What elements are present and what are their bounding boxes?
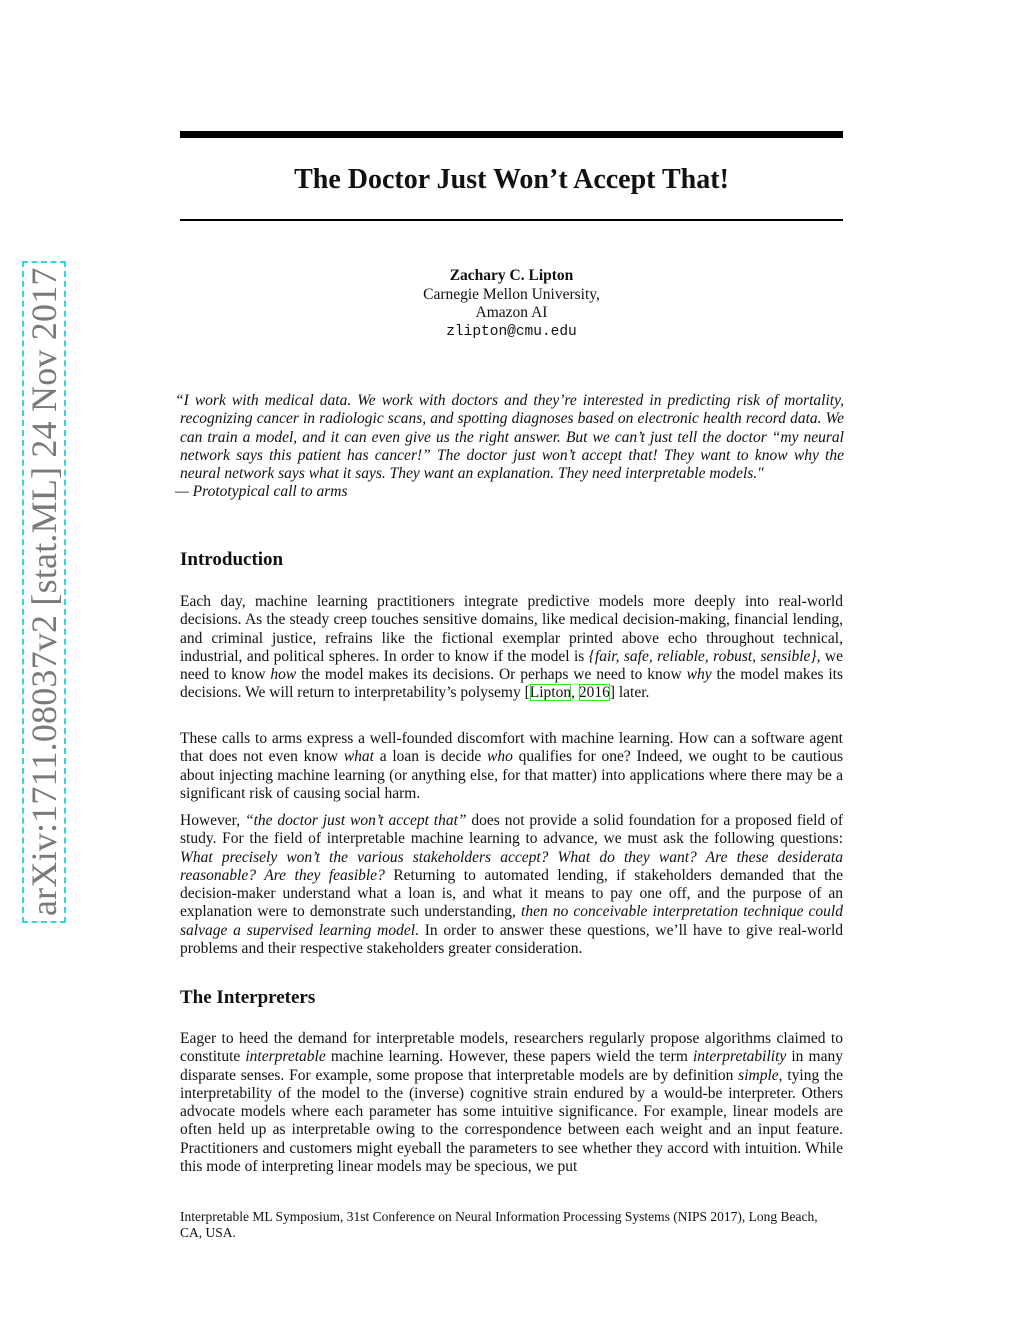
author-affiliation-2: Amazon AI bbox=[475, 304, 548, 321]
emphasis: why bbox=[686, 666, 712, 684]
text-run: the model makes its decisions. Or perhaps we need to know bbox=[296, 666, 687, 684]
text-run: These calls to arms express a well-founded discomfort with machine learning. How can a software agent that does not even know bbox=[180, 730, 843, 766]
citation-link-author[interactable]: Lipton bbox=[529, 684, 572, 702]
text-run: However, bbox=[180, 812, 245, 829]
text-run: , we need to know bbox=[180, 647, 843, 684]
author-block bbox=[180, 267, 843, 341]
epigraph-text: “I work with medical data. We work with doctors and they’re interested in predicting risk of mortality, recognizing cancer in radiologic scans, and spotting diagnoses based on electronic health record data. We can train a model, and it can even give us the right answer. But we can’t just tell the doctor “my neural network says this patient has cancer!” The doctor just won’t accept that! They want to know why the neural network says what it says. They want an explanation. They need interpretable models." bbox=[175, 392, 844, 483]
author-affiliation-1: Carnegie Mellon University, bbox=[423, 285, 600, 303]
epigraph-attribution: — Prototypical call to arms bbox=[175, 483, 348, 501]
emphasis: What precisely won’t the various stakeholders accept? What do they want? Are these desiderata reasonable? Are they feasible? bbox=[180, 848, 843, 884]
text-run: ] later. bbox=[609, 684, 650, 702]
intro-paragraph-3 bbox=[180, 812, 843, 958]
text-run: Eager to heed the demand for interpretable models, researchers regularly propose algorithms claimed to constitute bbox=[180, 1030, 843, 1066]
text-run: , bbox=[571, 684, 579, 702]
author-name: Zachary C. Lipton bbox=[449, 267, 574, 284]
interpreters-paragraph-1 bbox=[180, 1030, 843, 1176]
citation-link-year[interactable]: 2016 bbox=[578, 684, 610, 702]
section-heading-introduction: Introduction bbox=[180, 549, 284, 570]
text-run: Each day, machine learning practitioners integrate predictive models more deeply into real-world decisions. As the steady creep touches sensitive domains, like medical decision-making, financial lending, and criminal justice, refrains like the fictional exemplar printed above echo throughout technical, industrial, and political spheres. In order to know if the model is bbox=[180, 593, 843, 665]
text-run: machine learning. However, these papers wield the term bbox=[325, 1048, 693, 1066]
emphasis: {fair, safe, reliable, robust, sensible} bbox=[588, 647, 817, 665]
text-run: in many disparate senses. For example, some propose that interpretable models are by definition bbox=[180, 1048, 843, 1084]
text-run: the model makes its decisions. We will return to interpretability’s polysemy [ bbox=[180, 666, 843, 702]
text-run: does not provide a solid foundation for a proposed field of study. For the field of interpretable machine learning to advance, we must ask the following questions: bbox=[180, 812, 844, 848]
emphasis: “the doctor just won’t accept that” bbox=[244, 812, 467, 829]
title-top-rule bbox=[180, 131, 843, 138]
arxiv-identifier[interactable]: arXiv:1711.08037v2 [stat.ML] 24 Nov 2017 bbox=[22, 261, 66, 923]
emphasis: interpretability bbox=[692, 1048, 787, 1066]
section-heading-interpreters: The Interpreters bbox=[180, 987, 316, 1008]
emphasis: then no conceivable interpretation technique could salvage a supervised learning model bbox=[180, 903, 843, 939]
text-run: , tying the interpretability of the model to the (inverse) cognitive strain endured by a would-be interpreter. Others advocate models where each parameter has some intuitive significance. For example, linear models are often held up as interpretable owing to the correspondence between each weight and an input feature. Practitioners and customers might eyeball the parameters to see whether they accord with intuition. While this mode of interpreting linear models may be specious, we put bbox=[180, 1066, 843, 1176]
text-run: qualifies for one? Indeed, we ought to be cautious about injecting machine learning (or anything else, for that matter) into applications where there may be a significant risk of causing social harm. bbox=[180, 748, 843, 802]
conference-footnote: Interpretable ML Symposium, 31st Conference on Neural Information Processing Systems (NIPS 2017), Long Beach, CA, USA. bbox=[180, 1209, 818, 1240]
intro-paragraph-1 bbox=[180, 593, 843, 703]
emphasis: how bbox=[270, 666, 297, 684]
emphasis: what bbox=[343, 748, 374, 766]
text-run: a loan is decide bbox=[374, 748, 488, 766]
emphasis: who bbox=[487, 748, 513, 766]
text-run: . In order to answer these questions, we’ll have to give real-world problems and their respective stakeholders greater consideration. bbox=[180, 921, 843, 958]
emphasis: interpretable bbox=[245, 1048, 326, 1066]
epigraph bbox=[175, 392, 844, 502]
emphasis: simple bbox=[738, 1066, 779, 1084]
title-bottom-rule bbox=[180, 219, 843, 221]
author-email: zlipton@cmu.edu bbox=[446, 323, 577, 340]
paper-title: The Doctor Just Won’t Accept That! bbox=[294, 164, 729, 195]
text-run: Returning to automated lending, if stakeholders demanded that the decision-maker understand what a loan is, and what it means to pay one off, and the purpose of an explanation were to demonstrate such understanding, bbox=[180, 866, 844, 921]
intro-paragraph-2 bbox=[180, 730, 843, 803]
